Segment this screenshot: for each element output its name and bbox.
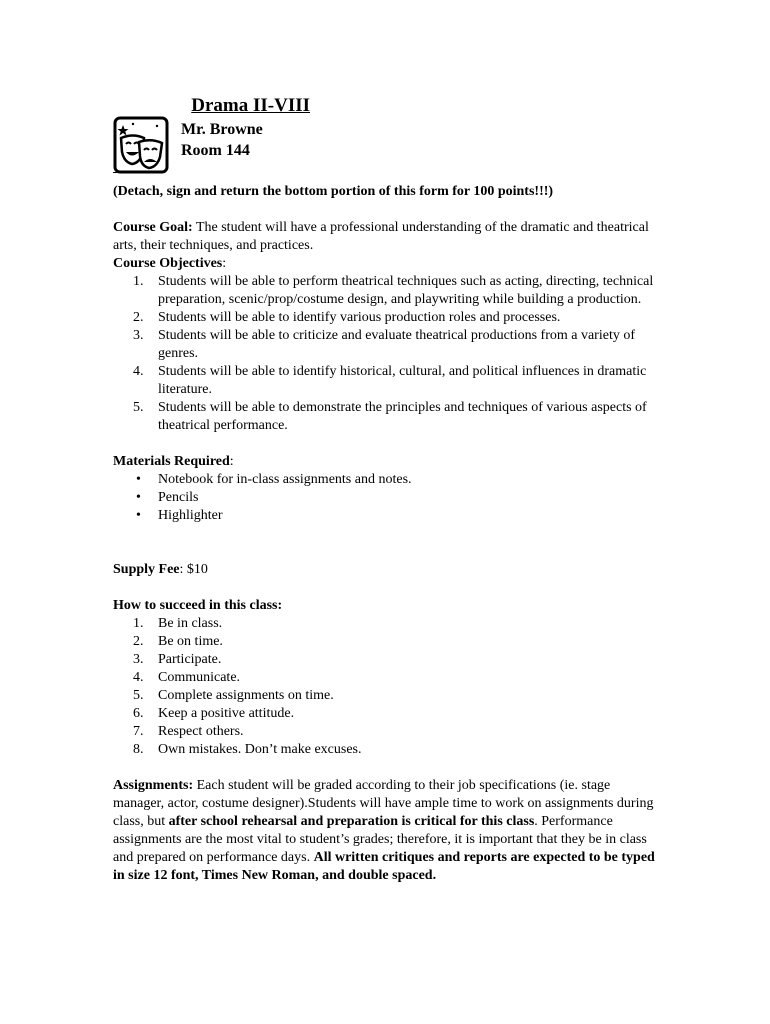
detach-note: (Detach, sign and return the bottom portion of this form for 100 points!!!)	[113, 184, 554, 199]
room-number: Room 144	[181, 142, 250, 159]
list-item: 3. Students will be able to criticize and evaluate theatrical productions from a variety of genres.	[133, 328, 635, 361]
succeed-list	[113, 615, 663, 759]
list-item: 4. Communicate.	[133, 670, 241, 685]
list-item: 3. Participate.	[133, 652, 222, 667]
bullet-icon: •	[136, 472, 141, 487]
course-objectives-heading: Course Objectives:	[113, 256, 227, 271]
list-item: 5. Complete assignments on time.	[133, 688, 334, 703]
course-title: Drama II-VIII	[191, 95, 310, 116]
list-item: 6. Keep a positive attitude.	[133, 706, 295, 721]
list-item: 1. Be in class.	[133, 616, 223, 631]
list-item: 2. Students will be able to identify various production roles and processes.	[133, 310, 561, 325]
materials-heading: Materials Required:	[113, 454, 234, 469]
list-item: 4. Students will be able to identify historical, cultural, and political influences in dramatic literature.	[133, 364, 647, 397]
list-item: • Pencils	[136, 490, 199, 505]
course-goal	[113, 219, 663, 255]
list-item: • Notebook for in-class assignments and notes.	[136, 472, 412, 487]
list-item: 7. Respect others.	[133, 724, 244, 739]
divider	[113, 172, 119, 173]
course-goal-label: Course Goal:	[113, 220, 193, 235]
bullet-icon: •	[136, 490, 141, 505]
bullet-icon: •	[136, 508, 141, 523]
materials-list	[113, 471, 663, 525]
theater-masks-icon	[113, 116, 169, 174]
list-item: 8. Own mistakes. Don’t make excuses.	[133, 742, 362, 757]
teacher-name: Mr. Browne	[181, 121, 263, 138]
list-item: 2. Be on time.	[133, 634, 223, 649]
course-objectives-list	[113, 273, 663, 435]
list-item: 5. Students will be able to demonstrate the principles and techniques of various aspects of theatrical performance.	[133, 400, 647, 433]
list-item: 1. Students will be able to perform theatrical techniques such as acting, directing, technical preparation, scenic/prop/costume design, and playwriting while building a production.	[133, 274, 654, 307]
document-body	[113, 219, 663, 885]
succeed-heading: How to succeed in this class:	[113, 598, 283, 613]
supply-fee: Supply Fee: $10	[113, 562, 208, 577]
course-goal-text: The student will have a professional understanding of the dramatic and theatrical arts, their techniques, and practices.	[113, 220, 649, 253]
assignments-paragraph: Assignments: Each student will be graded according to their job specifications (ie. stage manager, actor, costume designer).Students will have ample time to work on assignments during class, but after school rehearsal and preparation is critical for this class. Performance assignments are the most vital to student’s grades; therefore, it is important that they be in class and prepared on performance days. All written critiques and reports are expected to be typed in size 12 font, Times New Roman, and double spaced.	[113, 778, 655, 883]
list-item: • Highlighter	[136, 508, 223, 523]
